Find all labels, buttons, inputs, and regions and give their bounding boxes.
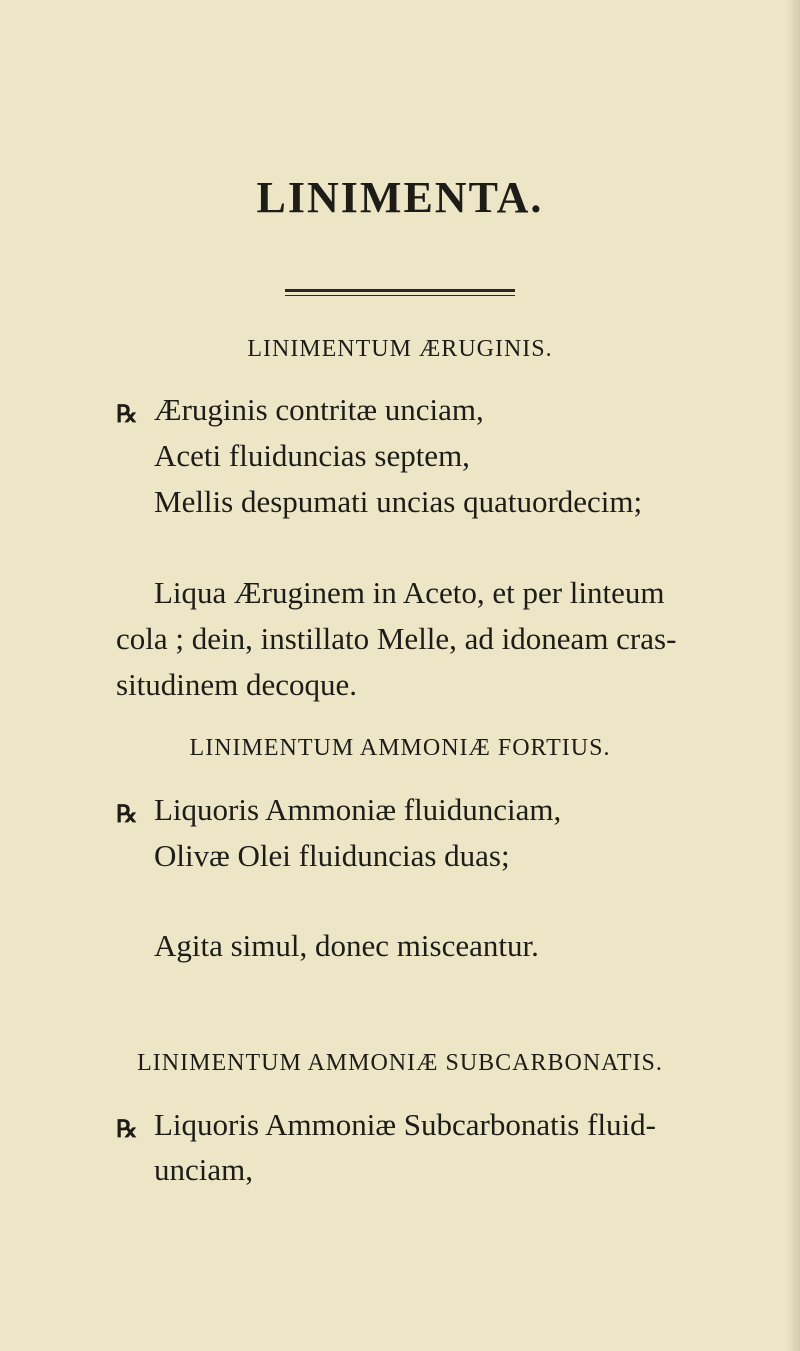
- recipe-symbol: ℞: [116, 1117, 138, 1143]
- section-heading-ammoniae-fortius: LINIMENTUM AMMONIÆ FORTIUS.: [189, 735, 611, 761]
- recipe-symbol: ℞: [116, 402, 138, 428]
- title-rule-thin: [285, 295, 515, 296]
- section-heading-ammoniae-subcarbonatis: LINIMENTUM AMMONIÆ SUBCARBONATIS.: [137, 1050, 663, 1076]
- ingredient-line: Æruginis contritæ unciam,: [154, 392, 484, 427]
- method-line: Liqua Æruginem in Aceto, et per linteum: [154, 575, 665, 610]
- method-line: cola ; dein, instillato Melle, ad idoneam cras-: [116, 621, 677, 656]
- method-line: situdinem decoque.: [116, 667, 358, 702]
- ingredient-line: Olivæ Olei fluiduncias duas;: [154, 838, 510, 873]
- title-rule: [285, 289, 515, 292]
- section-heading-aeruginis: LINIMENTUM ÆRUGINIS.: [247, 336, 553, 362]
- ingredient-line: Liquoris Ammoniæ Subcarbonatis fluid-: [154, 1107, 656, 1142]
- ingredient-line: Aceti fluiduncias septem,: [154, 438, 470, 473]
- ingredient-line: unciam,: [154, 1152, 253, 1187]
- recipe-symbol: ℞: [116, 802, 138, 828]
- ingredient-line: Mellis despumati uncias quatuordecim;: [154, 484, 643, 519]
- ingredient-line: Liquoris Ammoniæ fluidunciam,: [154, 792, 562, 827]
- page-title: LINIMENTA.: [256, 173, 544, 222]
- method-line: Agita simul, donec misceantur.: [154, 928, 539, 963]
